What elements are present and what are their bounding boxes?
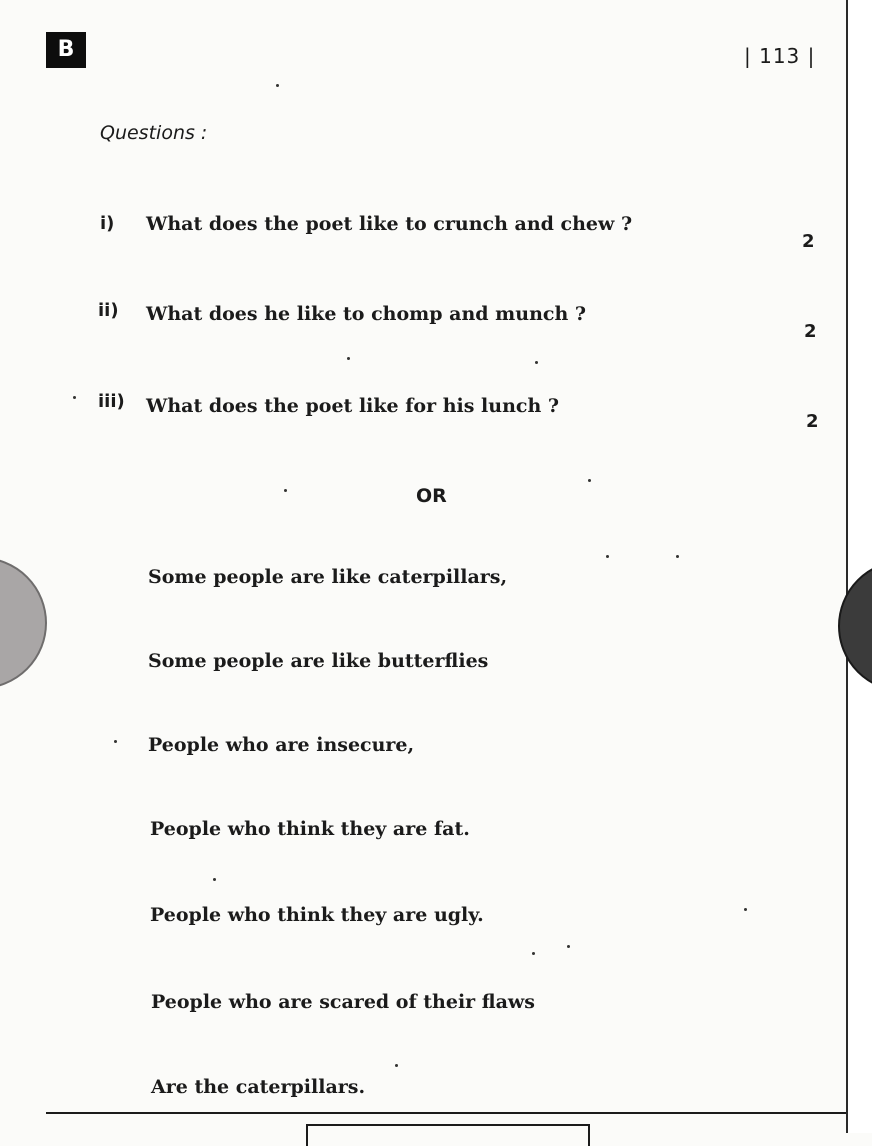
question-number: i)	[100, 213, 115, 234]
scan-speck	[744, 908, 747, 911]
section-heading: Questions :	[100, 122, 208, 144]
scan-speck	[606, 555, 609, 558]
scan-speck	[588, 479, 591, 482]
poem-line: Are the caterpillars.	[151, 1076, 366, 1098]
poem-line: People who are insecure,	[148, 734, 415, 756]
or-label: OR	[416, 485, 447, 507]
footer-rule	[46, 1112, 846, 1114]
scan-speck	[532, 952, 535, 955]
scan-speck	[276, 84, 279, 87]
scan-speck	[213, 878, 216, 881]
scan-speck	[347, 357, 350, 360]
page-code: | 113 |	[744, 44, 816, 68]
footer-box	[306, 1124, 590, 1146]
poem-line: People who think they are ugly.	[150, 904, 484, 926]
question-text: What does the poet like for his lunch ?	[146, 395, 560, 417]
question-number: ii)	[98, 300, 119, 321]
series-badge: B	[46, 32, 86, 68]
poem-line: Some people are like butterflies	[148, 650, 489, 672]
scan-speck	[395, 1064, 398, 1067]
question-marks: 2	[806, 411, 819, 432]
question-number: iii)	[98, 391, 125, 412]
poem-line: People who are scared of their flaws	[151, 991, 535, 1013]
question-marks: 2	[802, 231, 815, 252]
question-text: What does the poet like to crunch and chew ?	[146, 213, 633, 235]
poem-line: People who think they are fat.	[150, 818, 470, 840]
scan-speck	[676, 555, 679, 558]
scan-speck	[567, 945, 570, 948]
scan-speck	[284, 489, 287, 492]
scan-speck	[535, 361, 538, 364]
scan-speck	[73, 396, 76, 399]
punch-hole-left	[0, 557, 47, 689]
page-margin-strip	[848, 0, 872, 1133]
question-text: What does he like to chomp and munch ?	[146, 303, 587, 325]
poem-line: Some people are like caterpillars,	[148, 566, 508, 588]
scan-speck	[114, 740, 117, 743]
question-marks: 2	[804, 321, 817, 342]
